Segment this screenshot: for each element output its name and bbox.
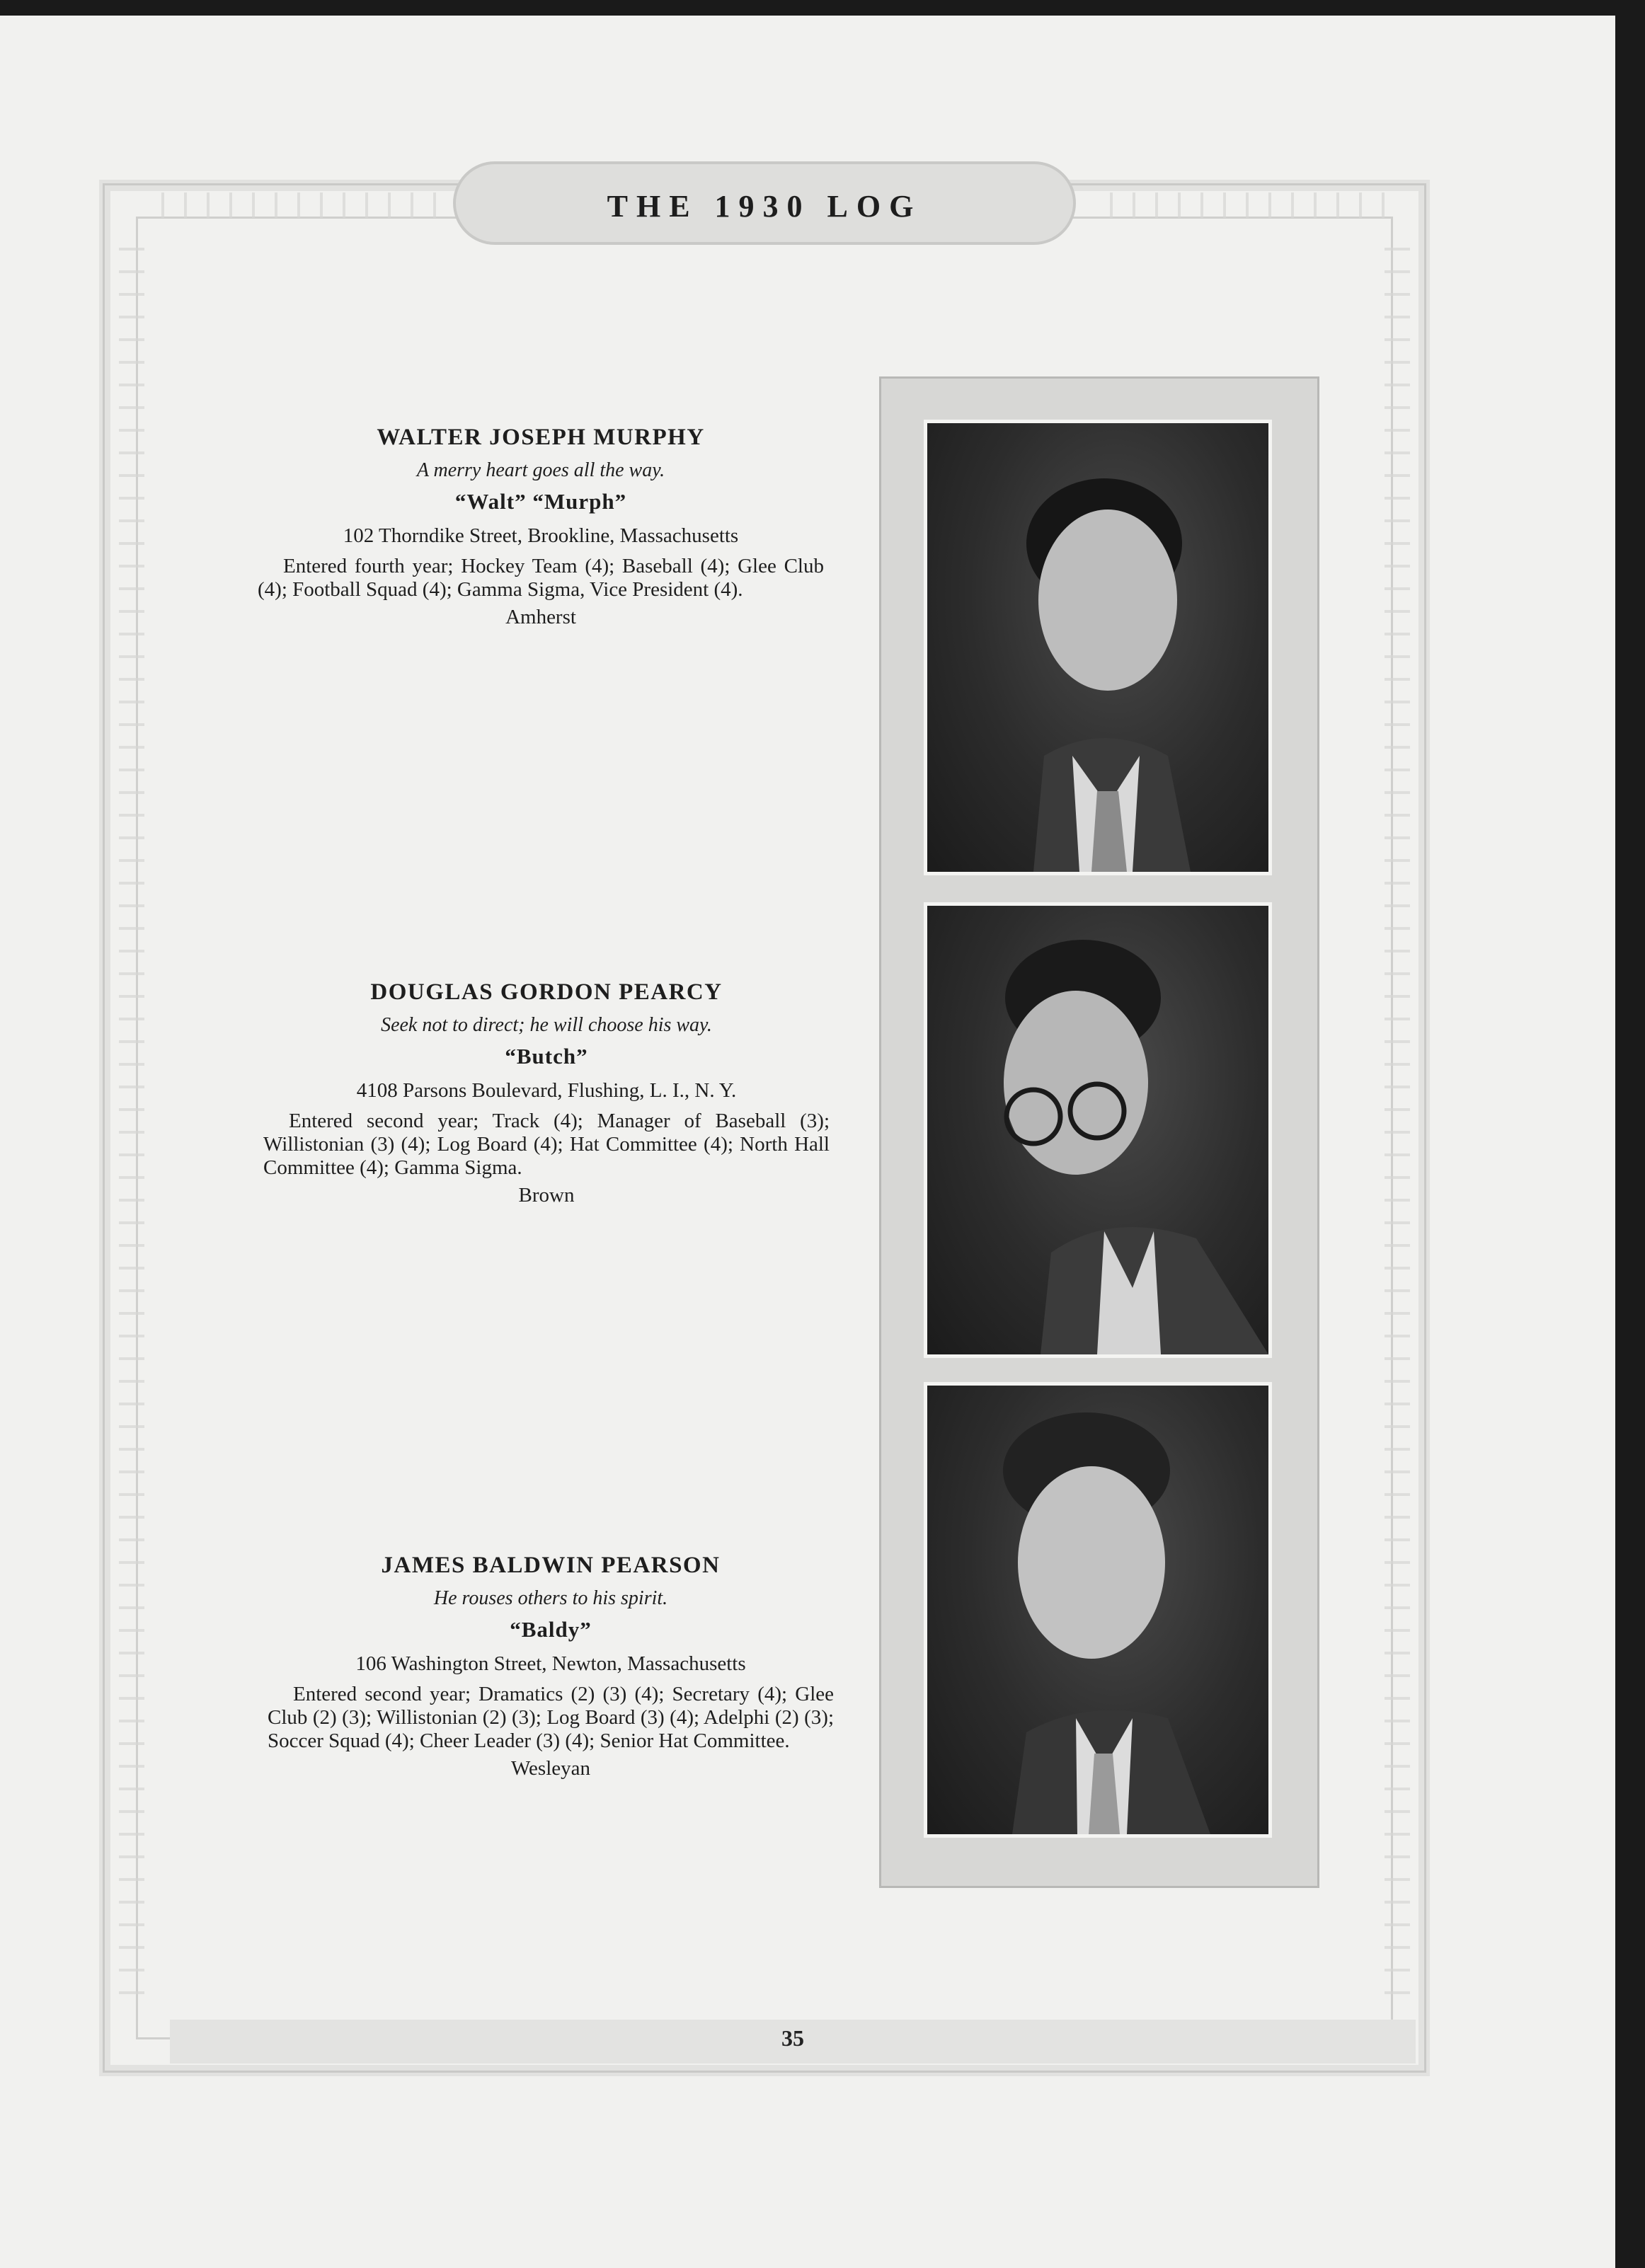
portrait-silhouette [927,906,1268,1354]
student-nickname: “Baldy” [510,1617,592,1642]
page-header: THE 1930 LOG [607,189,922,224]
student-nickname: “Walt” “Murph” [454,489,627,514]
border-ornament-top-right [1090,192,1387,218]
student-college: Brown [518,1184,575,1207]
portrait-photo [924,420,1272,875]
student-address: 106 Washington Street, Newton, Massachusetts [355,1652,746,1675]
student-activities: Entered second year; Dramatics (2) (3) (4); Secretary (4); Glee Club (2) (3); Willistonian (2) (3); Log Board (3) (4); Adelphi (2) (3); Soccer Squad (4); Cheer Leader (3) (4); Senior Hat Committee. [268,1683,834,1752]
student-motto: He rouses others to his spirit. [433,1587,668,1609]
border-ornament-top [142,192,439,218]
student-name: DOUGLAS GORDON PEARCY [370,979,723,1005]
photo-strip [879,376,1319,1888]
portrait-silhouette [927,423,1268,872]
student-nickname: “Butch” [505,1044,588,1069]
student-college: Wesleyan [510,1757,590,1780]
portrait-silhouette [927,1386,1268,1834]
student-name: JAMES BALDWIN PEARSON [381,1553,721,1578]
student-activities: Entered fourth year; Hockey Team (4); Baseball (4); Glee Club (4); Football Squad (4); Gamma Sigma, Vice President (4). [258,555,824,601]
student-name: WALTER JOSEPH MURPHY [377,425,705,450]
portrait-photo [924,1382,1272,1838]
student-motto: A merry heart goes all the way. [416,459,665,481]
senior-entry [263,979,830,1207]
page-number: 35 [781,2025,804,2051]
student-address: 102 Thorndike Street, Brookline, Massachusetts [343,524,739,547]
student-address: 4108 Parsons Boulevard, Flushing, L. I., N. Y. [356,1079,737,1102]
senior-entry [268,1553,834,1780]
portrait-photo-glasses [924,902,1272,1358]
yearbook-page [0,16,1615,2268]
student-activities: Entered second year; Track (4); Manager of Baseball (3); Willistonian (3) (4); Log Board (4); Hat Committee (4); North Hall Committee (4); Gamma Sigma. [263,1110,830,1179]
student-motto: Seek not to direct; he will choose his way. [381,1014,712,1036]
border-ornament-left [119,228,144,2011]
senior-entry [258,425,824,629]
border-ornament-right [1385,228,1410,2011]
student-college: Amherst [505,606,576,628]
